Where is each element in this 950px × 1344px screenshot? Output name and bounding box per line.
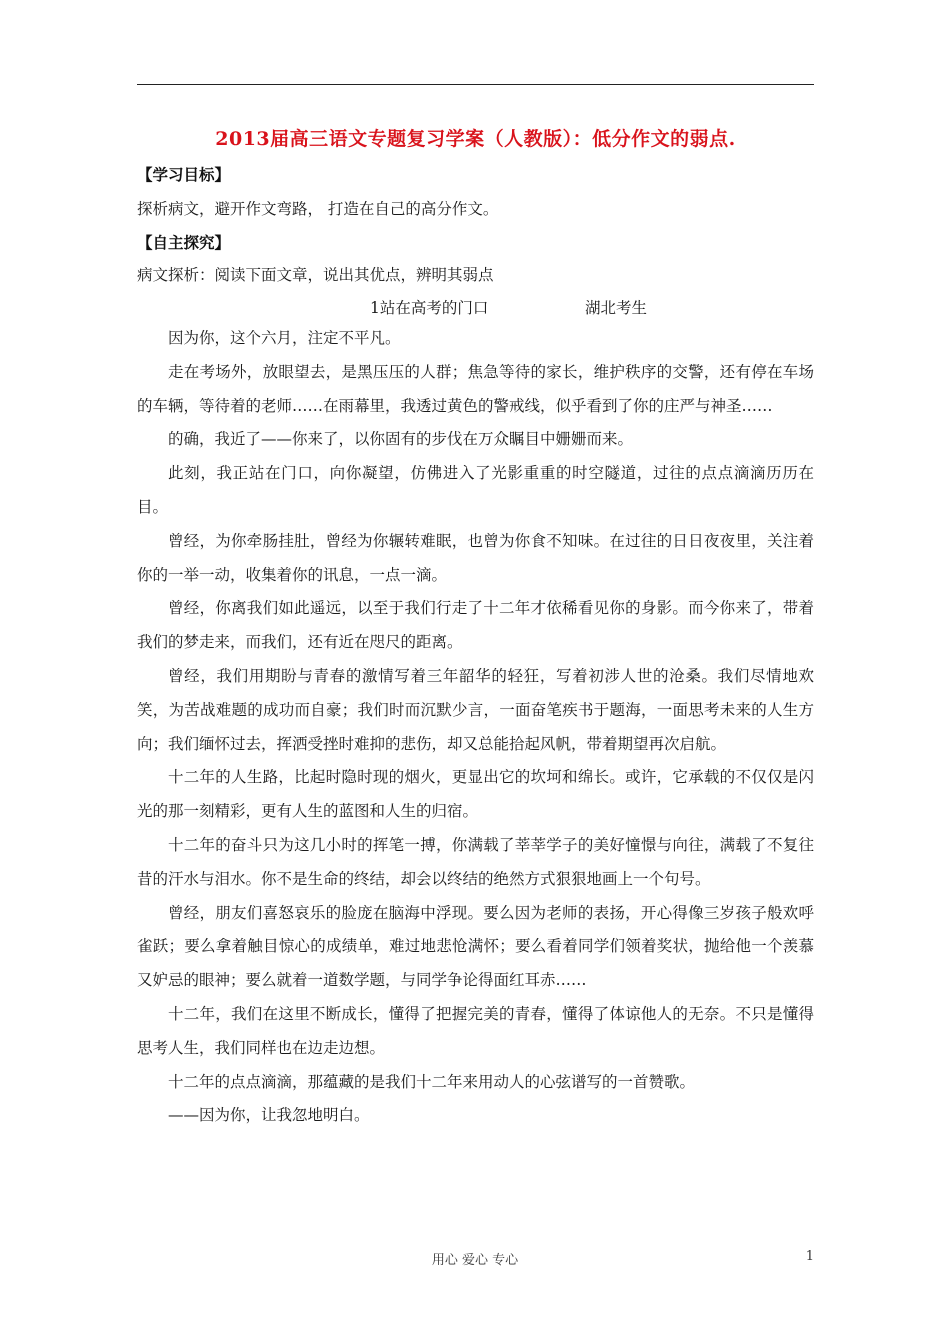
header-rule xyxy=(137,84,814,85)
essay-paragraph: 曾经，你离我们如此遥远，以至于我们行走了十二年才依稀看见你的身影。而今你来了，带着我们的梦走来，而我们，还有近在咫尺的距离。 xyxy=(137,599,814,652)
essay-paragraph: 曾经，我们用期盼与青春的激情写着三年韶华的轻狂，写着初涉人世的沧桑。我们尽情地欢笑，为苦战难题的成功而自豪；我们时而沉默少言，一面奋笔疾书于题海，一面思考未来的人生方向；我们缅怀过去，挥洒受挫时难抑的悲伤，却又总能拾起风帆，带着期望再次启航。 xyxy=(137,666,814,753)
essay-author: 湖北考生 xyxy=(585,299,648,317)
essay-title: 1站在高考的门口 xyxy=(370,299,489,317)
self-explore-heading: 【自主探究】 xyxy=(137,233,231,252)
essay-paragraph: 曾经，朋友们喜怒哀乐的脸庞在脑海中浮现。要么因为老师的表扬，开心得像三岁孩子般欢呼雀跃；要么拿着触目惊心的成绩单，难过地悲怆满怀；要么看着同学们领着奖状，抛给他一个羡慕又妒忌的眼神；要么就着一道数学题，与同学争论得面红耳赤…… xyxy=(137,903,814,990)
essay-paragraph: 曾经，为你牵肠挂肚，曾经为你辗转难眠，也曾为你食不知味。在过往的日日夜夜里，关注着你的一举一动，收集着你的讯息，一点一滴。 xyxy=(137,531,814,584)
essay-paragraph: 十二年，我们在这里不断成长，懂得了把握完美的青春，懂得了体谅他人的无奈。不只是懂得思考人生，我们同样也在边走边想。 xyxy=(137,1004,814,1057)
page-number: 1 xyxy=(805,1249,814,1264)
essay-paragraph: 十二年的人生路，比起时隐时现的烟火，更显出它的坎坷和绵长。或许，它承载的不仅仅是闪光的那一刻精彩，更有人生的蓝图和人生的归宿。 xyxy=(137,768,814,821)
essay-paragraph: ——因为你，让我忽地明白。 xyxy=(168,1106,370,1125)
document-title: 2013届高三语文专题复习学案（人教版）：低分作文的弱点. xyxy=(215,128,736,150)
footer-slogan: 用心 爱心 专心 xyxy=(431,1253,519,1268)
essay-body xyxy=(137,322,814,1133)
essay-paragraph: 十二年的点点滴滴，那蕴藏的是我们十二年来用动人的心弦谱写的一首赞歌。 xyxy=(168,1072,696,1091)
self-explore-text: 病文探析：阅读下面文章，说出其优点，辨明其弱点 xyxy=(137,266,494,284)
learning-goal-text: 探析病文，避开作文弯路， 打造在自己的高分作文。 xyxy=(137,200,499,218)
learning-goal-heading: 【学习目标】 xyxy=(137,165,231,184)
essay-paragraph: 走在考场外，放眼望去，是黑压压的人群；焦急等待的家长，维护秩序的交警，还有停在车场的车辆，等待着的老师……在雨幕里，我透过黄色的警戒线，似乎看到了你的庄严与神圣…… xyxy=(137,362,814,415)
essay-paragraph: 的确，我近了——你来了，以你固有的步伐在万众瞩目中姗姗而来。 xyxy=(168,430,634,449)
essay-paragraph: 十二年的奋斗只为这几小时的挥笔一搏，你满载了莘莘学子的美好憧憬与向往，满载了不复往昔的汗水与泪水。你不是生命的终结，却会以终结的绝然方式狠狠地画上一个句号。 xyxy=(137,835,814,888)
essay-paragraph: 此刻，我正站在门口，向你凝望，仿佛进入了光影重重的时空隧道，过往的点点滴滴历历在目。 xyxy=(137,464,814,516)
essay-paragraph: 因为你，这个六月，注定不平凡。 xyxy=(168,329,401,347)
